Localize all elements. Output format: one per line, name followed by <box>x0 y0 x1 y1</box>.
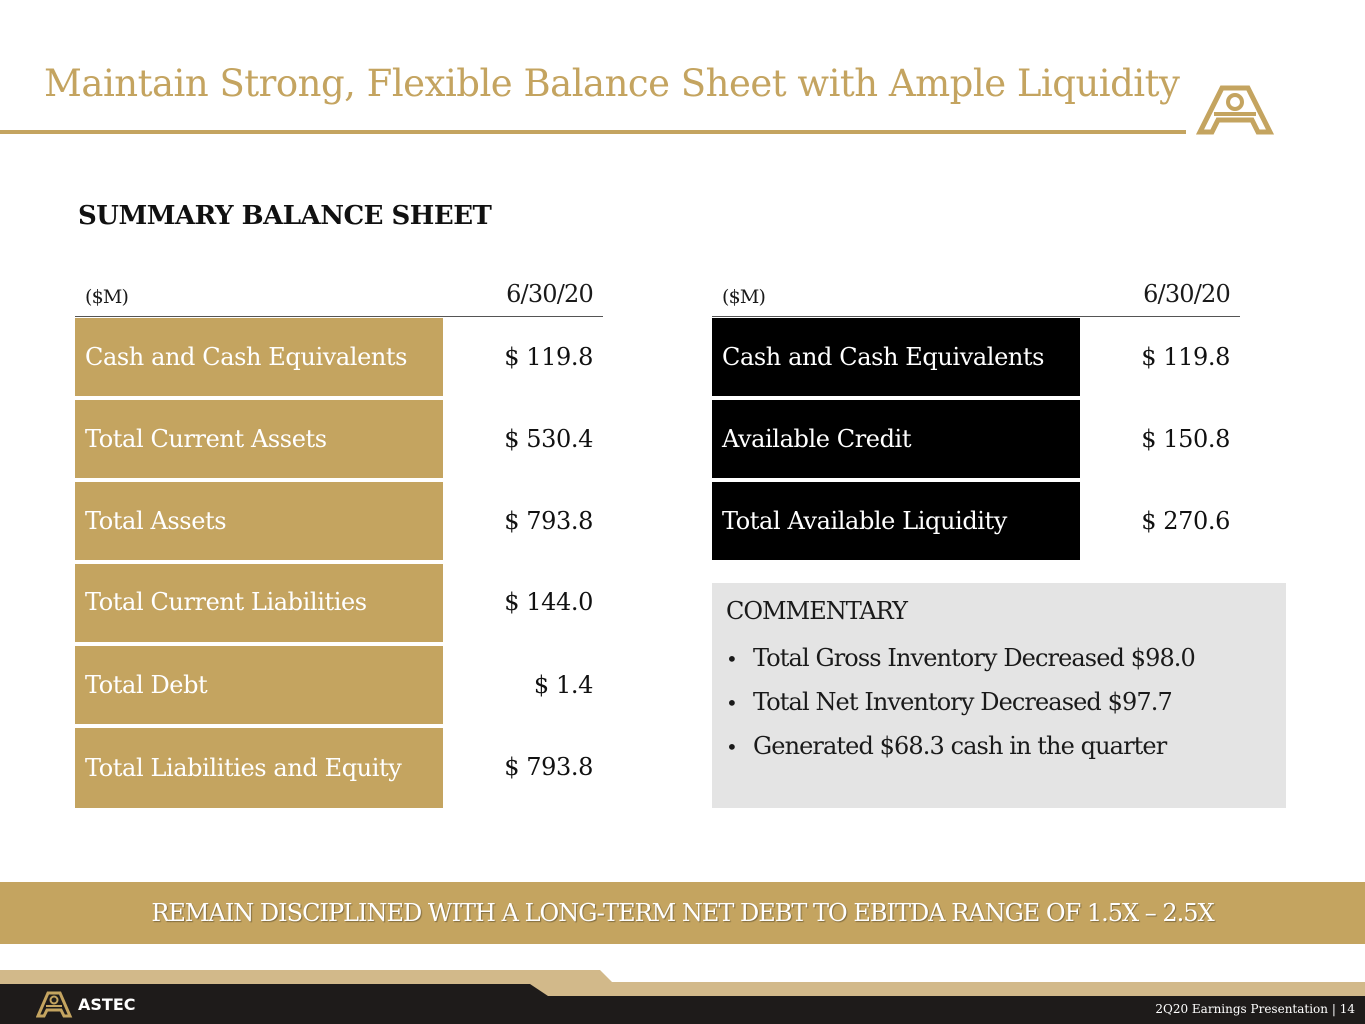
commentary-box <box>712 583 1286 808</box>
left-table-header <box>75 280 603 316</box>
commentary-bullet-text: Generated $68.3 cash in the quarter <box>753 732 1167 760</box>
right-row-label: Available Credit <box>712 400 1080 478</box>
footer-brand <box>36 990 166 1018</box>
title-rule <box>0 130 1186 134</box>
footer-separator: | <box>1331 1002 1336 1016</box>
left-header-rule <box>75 316 603 317</box>
left-unit-label: ($M) <box>85 286 129 308</box>
right-row-value: $ 150.8 <box>1141 425 1230 453</box>
right-row-value: $ 270.6 <box>1141 507 1230 535</box>
banner-text: REMAIN DISCIPLINED WITH A LONG-TERM NET DEBT TO EBITDA RANGE OF 1.5X – 2.5X <box>151 899 1214 927</box>
right-header-rule <box>712 316 1240 317</box>
left-date-label: 6/30/20 <box>506 280 593 308</box>
left-row-label: Total Liabilities and Equity <box>75 728 443 808</box>
astec-logo-icon <box>36 990 166 1018</box>
left-row-value: $ 530.4 <box>504 425 593 453</box>
left-row-value: $ 793.8 <box>504 753 593 781</box>
left-row-value: $ 119.8 <box>504 343 593 371</box>
left-row-label: Cash and Cash Equivalents <box>75 318 443 396</box>
right-unit-label: ($M) <box>722 286 766 308</box>
section-heading: SUMMARY BALANCE SHEET <box>78 201 492 231</box>
astec-logo-icon <box>1194 84 1276 136</box>
left-row-value: $ 793.8 <box>504 507 593 535</box>
commentary-bullet-text: Total Net Inventory Decreased $97.7 <box>753 688 1172 716</box>
footer-text <box>1155 1002 1355 1016</box>
left-row-value: $ 144.0 <box>504 588 593 616</box>
presentation-name: 2Q20 Earnings Presentation <box>1155 1002 1329 1016</box>
commentary-bullet <box>726 637 1272 681</box>
left-row-label: Total Current Liabilities <box>75 564 443 642</box>
left-row-label: Total Assets <box>75 482 443 560</box>
right-row-label: Total Available Liquidity <box>712 482 1080 560</box>
page-number: 14 <box>1339 1002 1355 1016</box>
left-row-value: $ 1.4 <box>533 671 593 699</box>
bullet-icon: • <box>726 691 737 715</box>
right-table-header <box>712 280 1240 316</box>
right-row-value: $ 119.8 <box>1141 343 1230 371</box>
left-row-label: Total Current Assets <box>75 400 443 478</box>
commentary-bullet <box>726 681 1272 725</box>
right-row-label: Cash and Cash Equivalents <box>712 318 1080 396</box>
commentary-title: COMMENTARY <box>726 597 907 625</box>
slide-title: Maintain Strong, Flexible Balance Sheet with Ample Liquidity <box>44 62 1180 105</box>
bullet-icon: • <box>726 735 737 759</box>
footer-brand-name: ASTEC <box>78 995 136 1014</box>
left-row-label: Total Debt <box>75 646 443 724</box>
bullet-icon: • <box>726 647 737 671</box>
commentary-list <box>726 637 1272 769</box>
right-date-label: 6/30/20 <box>1143 280 1230 308</box>
commentary-bullet <box>726 725 1272 769</box>
bottom-banner <box>0 882 1365 944</box>
commentary-bullet-text: Total Gross Inventory Decreased $98.0 <box>753 644 1195 672</box>
